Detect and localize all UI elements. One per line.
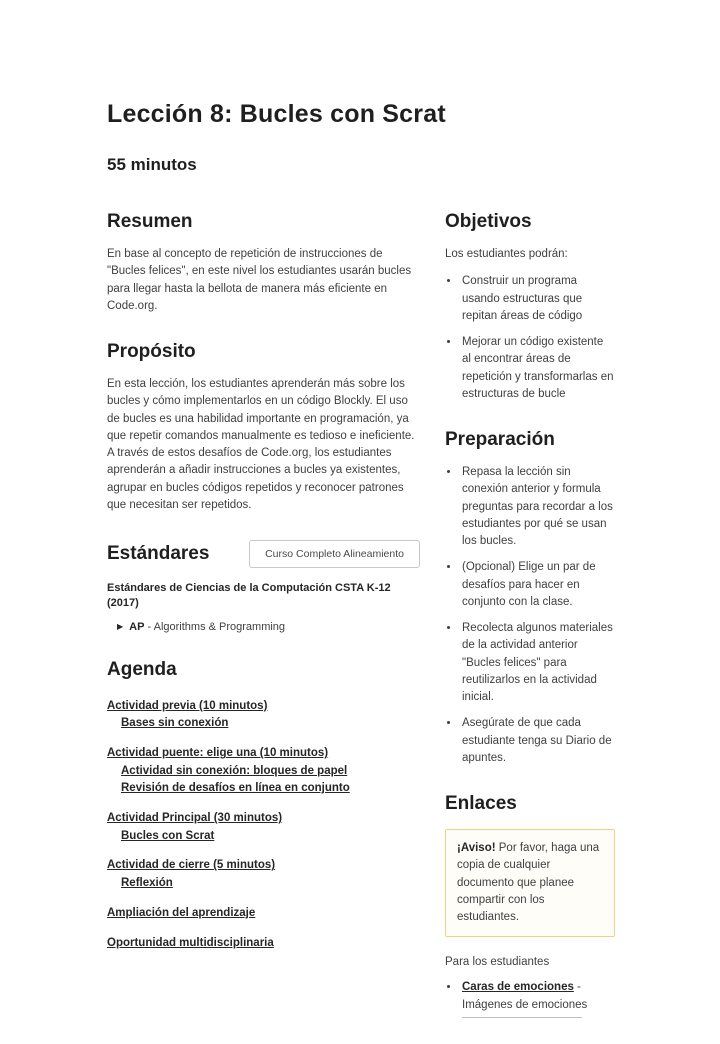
content-columns bbox=[107, 211, 615, 1044]
expand-triangle-icon[interactable]: ▶ bbox=[117, 621, 124, 631]
standards-framework-title: Estándares de Ciencias de la Computación CSTA K-12 (2017) bbox=[107, 582, 391, 610]
strand-code: AP bbox=[129, 620, 145, 633]
section-agenda bbox=[107, 659, 420, 951]
truncated-link-underline bbox=[462, 1017, 582, 1018]
student-link-item bbox=[460, 979, 615, 1014]
objetivo-item: • Mejorar un código existente al encontrar áreas de repetición y transformarlas en estructuras de bucle bbox=[460, 334, 615, 403]
agenda-group bbox=[107, 810, 420, 844]
objetivos-intro: Los estudiantes podrán: bbox=[445, 248, 568, 260]
agenda-sublink-bucles-con-scrat[interactable]: Bucles con Scrat bbox=[121, 829, 215, 842]
agenda-link-actividad-cierre[interactable]: Actividad de cierre (5 minutos) bbox=[107, 859, 276, 872]
full-course-alignment-button[interactable]: Curso Completo Alineamiento bbox=[249, 540, 420, 568]
preparacion-heading: Preparación bbox=[445, 429, 555, 450]
student-link-suffix: - Imágenes de emociones bbox=[462, 981, 588, 1011]
section-resumen bbox=[107, 211, 420, 315]
section-preparacion bbox=[445, 429, 615, 767]
preparacion-item: • Asegúrate de que cada estudiante tenga su Diario de apuntes. bbox=[460, 715, 615, 767]
preparacion-item: • Recolecta algunos materiales de la actividad anterior "Bucles felices" para reutilizarlos en la actividad inicial. bbox=[460, 620, 615, 706]
caras-de-emociones-link[interactable]: Caras de emociones bbox=[462, 981, 574, 994]
estandares-heading-row bbox=[107, 540, 420, 568]
agenda-heading: Agenda bbox=[107, 658, 177, 680]
left-column bbox=[107, 211, 420, 977]
student-links-list bbox=[445, 979, 615, 1014]
agenda-group bbox=[107, 857, 420, 891]
agenda-group bbox=[107, 905, 420, 922]
preparacion-item: • Repasa la lección sin conexión anterior y formula preguntas para recordar a los estudiantes por qué se usan los bucles. bbox=[460, 464, 615, 550]
agenda-link-actividad-principal[interactable]: Actividad Principal (30 minutos) bbox=[107, 812, 283, 825]
page-title: Lección 8: Bucles con Scrat bbox=[107, 100, 446, 128]
resumen-body: En base al concepto de repetición de instrucciones de "Bucles felices", en este nivel los estudiantes usarán bucles para llegar hasta la bellota de manera más eficiente en Code.org. bbox=[107, 248, 412, 312]
agenda-group bbox=[107, 935, 420, 952]
objetivos-heading: Objetivos bbox=[445, 211, 532, 232]
objetivo-item: • Construir un programa usando estructuras que repitan áreas de código bbox=[460, 273, 615, 325]
section-objetivos bbox=[445, 211, 615, 403]
section-proposito bbox=[107, 341, 420, 514]
section-enlaces bbox=[445, 793, 615, 1018]
warning-box bbox=[445, 829, 615, 937]
estandares-heading: Estándares bbox=[107, 543, 210, 564]
objetivos-list bbox=[445, 273, 615, 403]
agenda-link-actividad-puente[interactable]: Actividad puente: elige una (10 minutos) bbox=[107, 747, 329, 760]
section-estandares bbox=[107, 540, 420, 633]
warning-text: Por favor, haga una copia de cualquier documento que planee compartir con los estudiantes. bbox=[457, 842, 600, 923]
proposito-body: En esta lección, los estudiantes aprenderán más sobre los bucles y cómo implementarlos en un código Blockly. El uso de bucles es una habilidad importante en programación, ya que repetir comandos manualmente es tedioso e ineficiente. A través de estos desafíos de Code.org, los estudiantes aprenderán a añadir instrucciones a bucles ya existentes, agrupar en bucles códigos repetidos y reconocer patrones que necesitan ser repetidos. bbox=[107, 378, 415, 511]
preparacion-list bbox=[445, 464, 615, 767]
strand-label: - Algorithms & Programming bbox=[144, 620, 286, 633]
resumen-heading: Resumen bbox=[107, 211, 193, 232]
proposito-heading: Propósito bbox=[107, 341, 196, 362]
enlaces-heading: Enlaces bbox=[445, 793, 517, 814]
warning-label: ¡Aviso! bbox=[457, 842, 496, 854]
agenda-sublink-reflexion[interactable]: Reflexión bbox=[121, 877, 173, 890]
preparacion-item: • (Opcional) Elige un par de desafíos para hacer en conjunto con la clase. bbox=[460, 559, 615, 611]
agenda-sublink-bloques-de-papel[interactable]: Actividad sin conexión: bloques de papel bbox=[121, 764, 348, 777]
agenda-group bbox=[107, 745, 420, 797]
agenda-link-actividad-previa[interactable]: Actividad previa (10 minutos) bbox=[107, 699, 268, 712]
agenda-sublink-revision-desafios[interactable]: Revisión de desafíos en línea en conjunto bbox=[121, 782, 350, 795]
for-students-label: Para los estudiantes bbox=[445, 956, 550, 969]
right-column bbox=[445, 211, 615, 1044]
agenda-link-ampliacion[interactable]: Ampliación del aprendizaje bbox=[107, 906, 256, 919]
agenda-sublink-bases-sin-conexion[interactable]: Bases sin conexión bbox=[121, 717, 229, 730]
agenda-link-oportunidad[interactable]: Oportunidad multidisciplinaria bbox=[107, 936, 274, 949]
agenda-group bbox=[107, 698, 420, 732]
lesson-duration: 55 minutos bbox=[107, 155, 197, 174]
standards-strand-row[interactable] bbox=[117, 621, 420, 633]
